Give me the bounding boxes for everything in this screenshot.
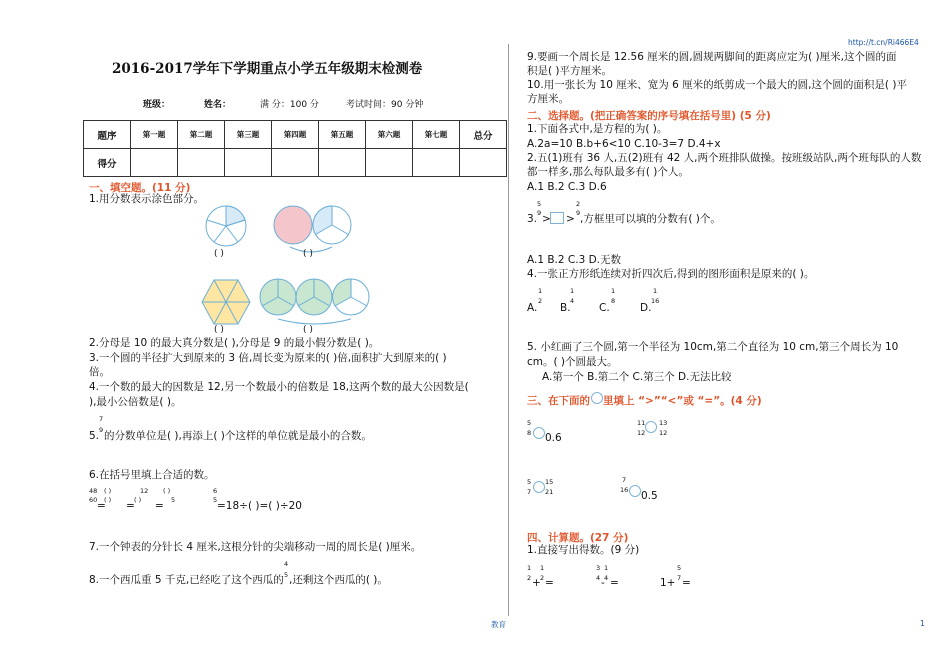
section-3-heading-start: 三、在下面的 — [527, 395, 590, 407]
compare-value: 0.5 — [641, 490, 658, 502]
answer-paren[interactable]: ( ) — [303, 249, 313, 259]
answer-paren[interactable]: ( ) — [214, 325, 224, 335]
choice-3-options[interactable]: A.1 B.2 C.3 D.无数 — [527, 254, 622, 266]
score-table — [83, 120, 507, 177]
choice-4-option-d[interactable]: D. — [640, 302, 652, 314]
circle-pink-figure — [274, 206, 312, 244]
fraction-denominator: 16 — [620, 486, 629, 494]
question-2: 2.分母是 10 的最大真分数是( ),分母是 9 的最小假分数是( )。 — [89, 337, 380, 349]
fraction-denominator: 4 — [570, 297, 575, 305]
fraction-denominator: 12 — [659, 429, 668, 437]
score-cell[interactable] — [319, 149, 366, 177]
fraction-denominator: 7 — [677, 574, 682, 582]
question-9-line-1: 9.要画一个周长是 12.56 厘米的圆,圆规两脚间的距离应定为( )厘米,这个圆的面 — [527, 51, 897, 63]
fraction-denominator: 2 — [538, 297, 543, 305]
score-table-header: 第二题 — [178, 121, 225, 149]
fraction-denominator[interactable]: ( ) — [134, 496, 142, 504]
choice-5-line-2: cm。( )个圆最大。 — [527, 356, 618, 368]
fraction-numerator: 13 — [659, 419, 668, 427]
score-cell[interactable] — [131, 149, 178, 177]
score-cell[interactable] — [413, 149, 460, 177]
fraction-denominator: 7 — [527, 488, 532, 496]
choice-5-line-1: 5. 小红画了三个圆,第一个半径为 10cm,第二个直径为 10 cm,第三个周长为 10 — [527, 341, 899, 353]
fraction-numerator: 7 — [99, 415, 104, 423]
operator: + — [532, 577, 541, 589]
choice-4-option-a[interactable]: A. — [527, 302, 538, 314]
choice-1: 1.下面各式中,是方程的为( )。 — [527, 123, 668, 135]
question-5-text: 的分数单位是( ),再添上( )个这样的单位就是最小的合数。 — [104, 430, 372, 442]
question-4-line-2: ),最小公倍数是( )。 — [89, 396, 182, 408]
fraction-numerator: 5 — [527, 419, 532, 427]
score-table-header: 第三题 — [225, 121, 272, 149]
circle-fifths-figure — [206, 206, 246, 246]
fraction-numerator: 5 — [527, 478, 532, 486]
fraction-numerator[interactable]: ( ) — [104, 487, 112, 495]
fraction-denominator: 21 — [545, 488, 554, 496]
page-title: 2016-2017学年下学期重点小学五年级期末检测卷 — [112, 61, 423, 77]
fraction-figures — [196, 205, 386, 340]
choice-5-options[interactable]: A.第一个 B.第二个 C.第三个 D.无法比较 — [542, 371, 732, 383]
question-3-line-2: 倍。 — [89, 366, 110, 378]
score-cell[interactable] — [178, 149, 225, 177]
footer-link[interactable]: 教育 — [491, 620, 506, 629]
fraction-numerator: 1 — [540, 564, 545, 572]
fraction-numerator: 5 — [677, 564, 682, 572]
fraction-numerator: 48 — [89, 487, 98, 495]
question-6-tail: =18÷( )=( )÷20 — [217, 500, 302, 512]
fraction-denominator[interactable]: ( ) — [104, 496, 112, 504]
greater-than: > — [566, 213, 575, 225]
question-1: 1.用分数表示涂色部分。 — [89, 193, 205, 205]
fraction-denominator: 2 — [527, 574, 532, 582]
compare-circle-icon — [591, 392, 603, 404]
question-9-line-2: 积是( )平方厘米。 — [527, 65, 613, 77]
fraction-numerator: 15 — [545, 478, 554, 486]
fraction-numerator: 3 — [596, 564, 601, 572]
compare-circle[interactable] — [533, 481, 545, 493]
score-label: 满 分：100 分 — [260, 100, 319, 110]
fraction-denominator: 8 — [527, 429, 532, 437]
page-number: 1 — [920, 619, 925, 628]
fraction-denominator: 9 — [576, 209, 581, 217]
fraction-denominator: 60 — [89, 496, 98, 504]
choice-4: 4.一张正方形纸连续对折四次后,得到的图形面积是原来的( )。 — [527, 268, 815, 280]
fraction-numerator[interactable]: ( ) — [163, 487, 171, 495]
fraction-denominator: 2 — [540, 574, 545, 582]
score-table-header: 总分 — [460, 121, 507, 149]
section-3-heading-end: 里填上 “>”“<”或 “=”。(4 分) — [603, 395, 762, 407]
score-cell[interactable] — [460, 149, 507, 177]
operator: - — [601, 577, 605, 589]
question-6: 6.在括号里填上合适的数。 — [89, 469, 215, 481]
question-8-end: ,还剩这个西瓜的( )。 — [289, 574, 388, 586]
fraction-denominator: 12 — [637, 429, 646, 437]
score-table-header: 第七题 — [413, 121, 460, 149]
fraction-denominator: 5 — [171, 496, 176, 504]
header-url[interactable]: http://t.cn/Ri466E4 — [848, 38, 919, 47]
score-table-header: 第四题 — [272, 121, 319, 149]
choice-3-number: 3. — [527, 213, 538, 225]
three-circles-figure — [260, 279, 369, 324]
score-table-header: 第一题 — [131, 121, 178, 149]
question-4-line-1: 4.一个数的最大的因数是 12,另一个数最小的倍数是 18,这两个数的最大公因数是( — [89, 381, 469, 393]
question-10-line-1: 10.用一张长为 10 厘米、宽为 6 厘米的纸剪成一个最大的圆,这个圆的面积是( )平 — [527, 79, 907, 91]
fraction-numerator: 11 — [637, 419, 646, 427]
question-8-start: 8.一个西瓜重 5 千克,已经吃了这个西瓜的 — [89, 574, 284, 586]
equals-sign: = — [545, 577, 554, 589]
question-3-line-1: 3.一个圆的半径扩大到原来的 3 倍,周长变为原来的( )倍,面积扩大到原来的( ) — [89, 352, 447, 364]
score-cell[interactable] — [225, 149, 272, 177]
answer-box[interactable] — [550, 212, 564, 224]
fraction-denominator: 5 — [213, 496, 218, 504]
section-2-heading: 二、选择题。(把正确答案的序号填在括号里) (5 分) — [527, 110, 771, 122]
answer-paren[interactable]: ( ) — [214, 249, 224, 259]
fraction-numerator: 6 — [213, 487, 218, 495]
greater-than: > — [542, 213, 551, 225]
fraction-denominator: 4 — [596, 574, 601, 582]
equals-sign: = — [126, 500, 135, 512]
equals-sign: = — [610, 577, 619, 589]
fraction-numerator: 5 — [537, 200, 542, 208]
score-table-header: 第五题 — [319, 121, 366, 149]
fraction-denominator: 9 — [537, 209, 542, 217]
question-10-line-2: 方厘米。 — [527, 93, 569, 105]
score-cell[interactable] — [272, 149, 319, 177]
answer-paren[interactable]: ( ) — [303, 325, 313, 335]
equals-sign: = — [155, 500, 164, 512]
expression-start: 1+ — [660, 577, 676, 589]
choice-1-options[interactable]: A.2a=10 B.b+6<10 C.10-3=7 D.4+x — [527, 138, 721, 150]
section-1-heading: 一、填空题。(11 分) — [89, 182, 191, 194]
choice-4-option-b[interactable]: B. — [560, 302, 571, 314]
fraction-denominator: 4 — [604, 574, 609, 582]
compare-circle[interactable] — [645, 421, 657, 433]
fraction-denominator: 5 — [284, 571, 289, 579]
choice-2-line-1: 2.五(1)班有 36 人,五(2)班有 42 人,两个班排队做操。按班级站队,两个班每队的人数 — [527, 152, 922, 164]
question-5-number: 5. — [89, 430, 100, 442]
time-label: 考试时间：90 分钟 — [346, 100, 424, 110]
score-table-header: 题序 — [84, 121, 131, 149]
equals-sign: = — [97, 500, 106, 512]
fraction-denominator: 9 — [99, 426, 104, 434]
calc-1-title: 1.直接写出得数。(9 分) — [527, 544, 640, 556]
fraction-numerator: 1 — [653, 287, 658, 295]
question-7: 7.一个钟表的分针长 4 厘米,这根分针的尖端移动一周的周长是( )厘米。 — [89, 541, 422, 553]
fraction-denominator: 16 — [651, 297, 660, 305]
choice-4-option-c[interactable]: C. — [599, 302, 610, 314]
choice-2-line-2: 都一样多,那么每队最多有( )个人。 — [527, 166, 689, 178]
fraction-numerator: 2 — [576, 200, 581, 208]
class-label: 班级： — [143, 100, 171, 110]
fraction-numerator: 1 — [538, 287, 543, 295]
fraction-numerator: 12 — [140, 487, 149, 495]
fraction-numerator: 7 — [622, 476, 627, 484]
fraction-numerator: 1 — [604, 564, 609, 572]
section-4-heading: 四、计算题。(27 分) — [527, 532, 629, 544]
compare-circle[interactable] — [629, 485, 641, 497]
fraction-numerator: 1 — [611, 287, 616, 295]
fraction-numerator: 4 — [284, 560, 289, 568]
fraction-numerator: 1 — [527, 564, 532, 572]
compare-value: 0.6 — [545, 432, 562, 444]
column-divider — [508, 44, 509, 616]
score-table-header: 第六题 — [366, 121, 413, 149]
choice-2-options[interactable]: A.1 B.2 C.3 D.6 — [527, 181, 607, 193]
compare-circle[interactable] — [533, 427, 545, 439]
score-cell[interactable] — [366, 149, 413, 177]
name-label: 姓名： — [204, 100, 232, 110]
fraction-denominator: 8 — [611, 297, 616, 305]
choice-3-text: ,方框里可以填的分数有( )个。 — [580, 213, 721, 225]
hexagon-figure — [196, 280, 250, 324]
fraction-numerator: 1 — [570, 287, 575, 295]
equals-sign: = — [682, 577, 691, 589]
score-row-label: 得分 — [84, 149, 131, 177]
